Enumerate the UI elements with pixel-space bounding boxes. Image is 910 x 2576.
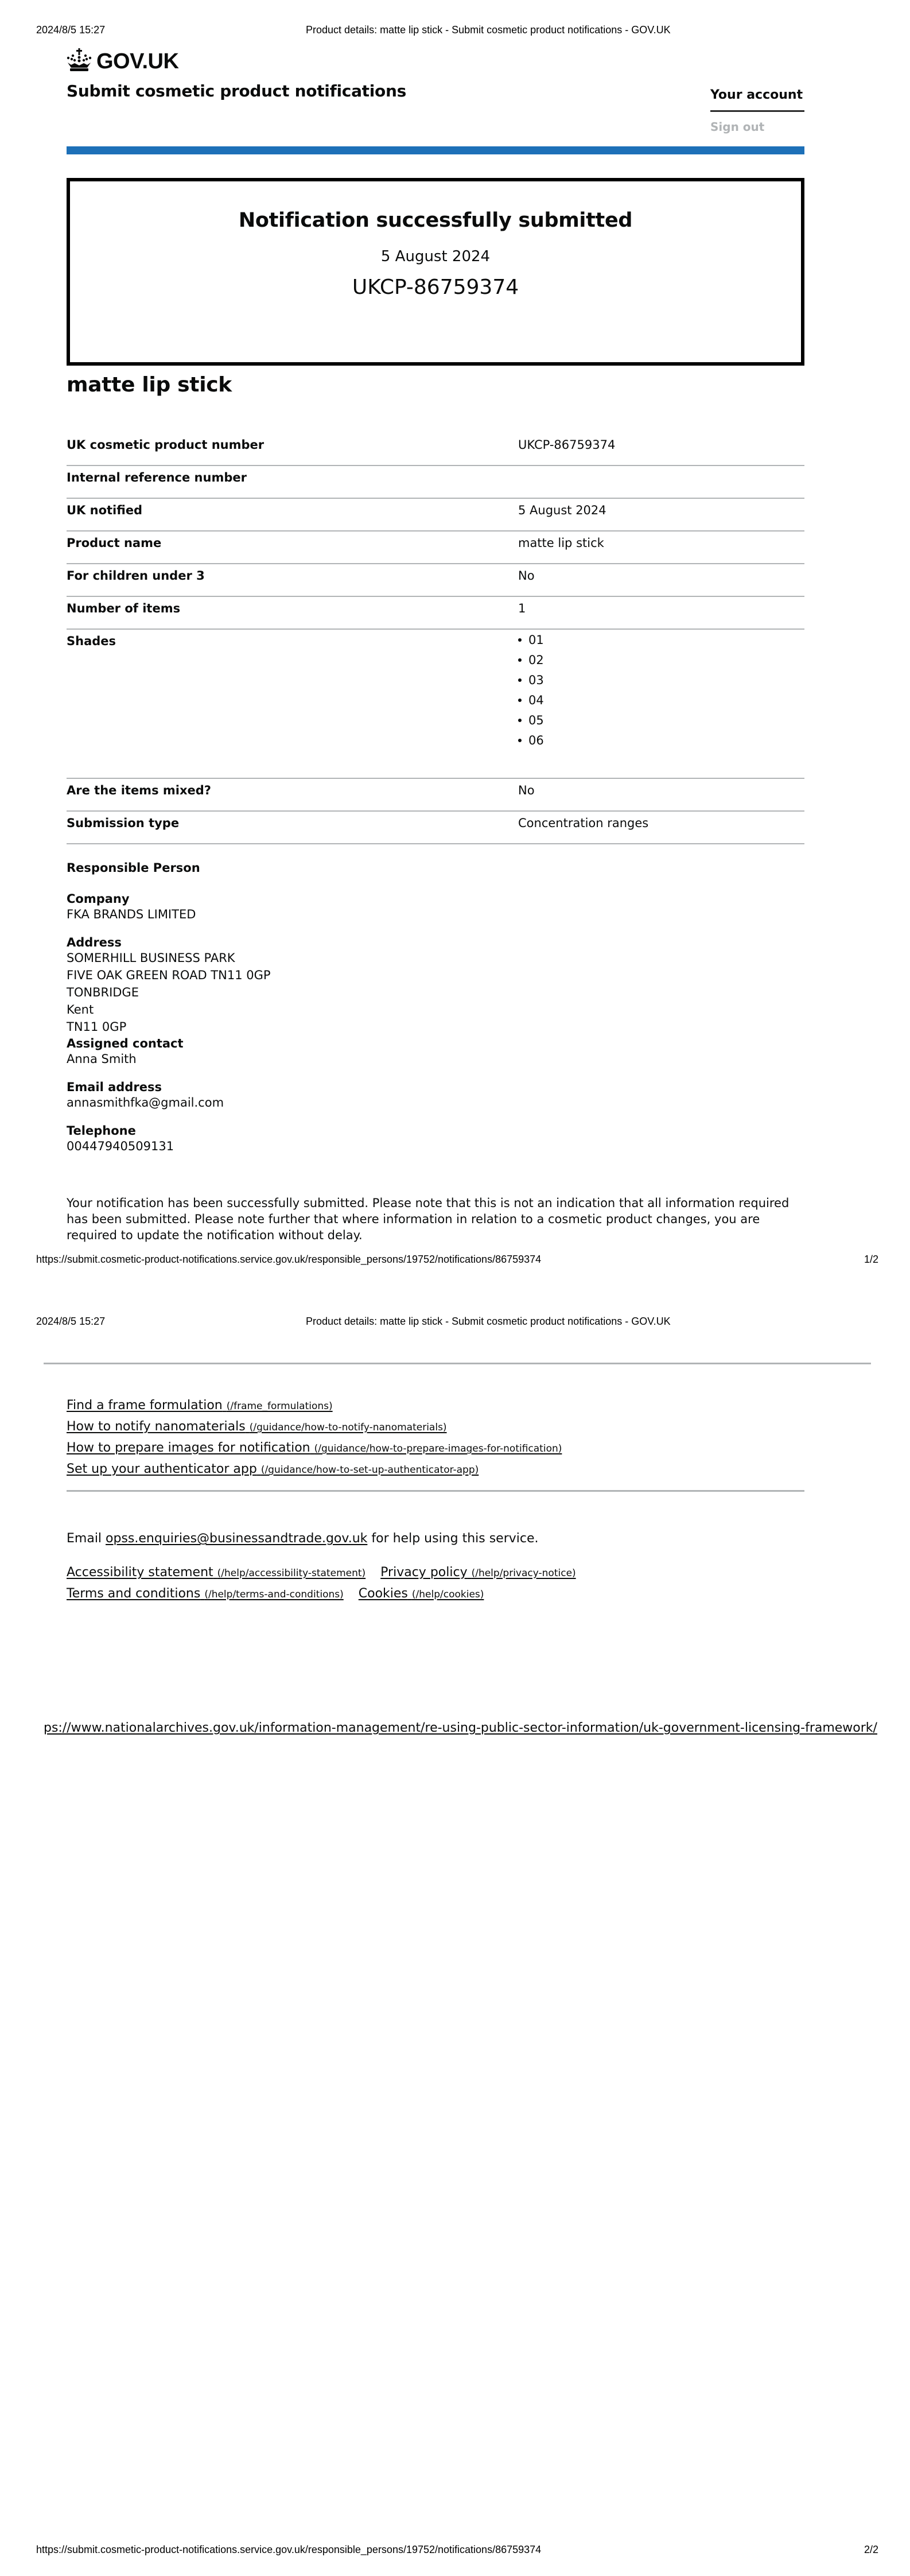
link-label: Set up your authenticator app [67, 1462, 257, 1476]
privacy-policy-link[interactable] [380, 1565, 575, 1580]
address-line: FIVE OAK GREEN ROAD TN11 0GP [67, 968, 271, 982]
panel-date: 5 August 2024 [380, 248, 491, 265]
shade-item: 06 [518, 730, 804, 750]
shade-item: 04 [518, 690, 804, 710]
header-blue-bar [67, 146, 804, 154]
address-line: Kent [67, 1003, 94, 1017]
prepare-images-guidance-link[interactable] [67, 1441, 562, 1455]
summary-key: UK cosmetic product number [67, 438, 265, 452]
address-line: TN11 0GP [67, 1020, 127, 1034]
summary-value: No [518, 783, 535, 797]
link-label: How to prepare images for notification [67, 1441, 310, 1455]
account-navigation [710, 88, 804, 134]
sign-out-link[interactable]: Sign out [710, 120, 765, 134]
summary-row-internal-reference [67, 466, 804, 499]
link-path: (/guidance/how-to-notify-nanomaterials) [249, 1422, 447, 1433]
print-footer-url: https://submit.cosmetic-product-notifications.service.gov.uk/responsible_persons/19752/notifications/86759374 [36, 1254, 542, 1265]
help-text [67, 1531, 539, 1546]
link-path: (/help/terms-and-conditions) [204, 1589, 344, 1600]
print-timestamp: 2024/8/5 15:27 [36, 1316, 106, 1327]
print-page-number: 2/2 [864, 2544, 879, 2555]
footer-links-divider [67, 1490, 804, 1492]
your-account-link[interactable]: Your account [710, 88, 804, 112]
address-line: TONBRIDGE [67, 986, 139, 999]
summary-key: Shades [67, 634, 116, 648]
terms-and-conditions-link[interactable] [67, 1586, 344, 1601]
help-email-link[interactable]: opss.enquiries@businessandtrade.gov.uk [106, 1531, 368, 1546]
nanomaterials-guidance-link[interactable] [67, 1419, 447, 1434]
assigned-contact-value: Anna Smith [67, 1052, 137, 1066]
summary-key: Product name [67, 536, 162, 550]
govuk-logo-link[interactable] [67, 48, 178, 75]
link-path: (/help/accessibility-statement) [217, 1568, 366, 1579]
summary-key: Are the items mixed? [67, 783, 211, 797]
print-footer-url: https://submit.cosmetic-product-notifications.service.gov.uk/responsible_persons/19752/notifications/86759374 [36, 2544, 542, 2555]
link-path: (/help/cookies) [411, 1589, 484, 1600]
crown-icon [67, 48, 92, 75]
shade-item: 02 [518, 650, 804, 670]
cookies-link[interactable] [359, 1586, 484, 1601]
summary-value: matte lip stick [518, 536, 604, 550]
summary-value: 1 [518, 602, 526, 615]
summary-row-children-under-3 [67, 564, 804, 597]
summary-row-items-mixed [67, 779, 804, 812]
summary-key: Internal reference number [67, 471, 247, 484]
company-label: Company [67, 892, 130, 906]
print-page-title: Product details: matte lip stick - Submit cosmetic product notifications - GOV.UK [306, 24, 671, 36]
print-page-number: 1/2 [864, 1254, 879, 1265]
responsible-person-heading: Responsible Person [67, 861, 200, 875]
govuk-logo-text: GOV.UK [96, 49, 179, 73]
print-page-title: Product details: matte lip stick - Submit cosmetic product notifications - GOV.UK [306, 1316, 671, 1327]
accessibility-statement-link[interactable] [67, 1565, 365, 1580]
page-title: matte lip stick [67, 373, 232, 397]
link-path: (/frame_formulations) [226, 1400, 333, 1412]
summary-row-uk-notified [67, 499, 804, 532]
link-label: How to notify nanomaterials [67, 1419, 246, 1434]
link-label: Find a frame formulation [67, 1398, 223, 1413]
summary-row-ukcp-number [67, 433, 804, 466]
summary-key: For children under 3 [67, 569, 205, 583]
shade-item: 01 [518, 630, 804, 650]
link-label: Privacy policy [380, 1565, 468, 1580]
link-label: Cookies [358, 1586, 408, 1601]
email-value: annasmithfka@gmail.com [67, 1096, 224, 1109]
address-label: Address [67, 936, 122, 949]
open-government-licence-link[interactable]: ps://www.nationalarchives.gov.uk/information-management/re-using-public-sector-information/uk-government-licensing-framework/ [44, 1721, 877, 1735]
help-prefix: Email [67, 1531, 102, 1546]
panel-reference: UKCP-86759374 [352, 276, 519, 299]
footer-meta-links [67, 1562, 576, 1605]
shade-item: 03 [518, 670, 804, 690]
assigned-contact-label: Assigned contact [67, 1037, 184, 1050]
summary-row-shades [67, 630, 804, 779]
summary-value [518, 471, 804, 498]
footer-top-divider [44, 1363, 871, 1364]
summary-row-product-name [67, 532, 804, 564]
service-name-link[interactable]: Submit cosmetic product notifications [67, 82, 406, 100]
guidance-links [67, 1395, 562, 1480]
panel-title: Notification successfully submitted [238, 209, 633, 232]
link-path: (/help/privacy-notice) [471, 1568, 576, 1579]
telephone-label: Telephone [67, 1124, 136, 1138]
product-summary-list [67, 433, 804, 844]
link-label: Terms and conditions [67, 1586, 201, 1601]
link-path: (/guidance/how-to-set-up-authenticator-app) [260, 1464, 479, 1476]
summary-key: Number of items [67, 602, 181, 615]
confirmation-panel [67, 178, 804, 366]
shades-list [518, 630, 804, 778]
summary-value: Concentration ranges [518, 816, 649, 830]
summary-row-number-of-items [67, 597, 804, 630]
company-value: FKA BRANDS LIMITED [67, 907, 196, 921]
summary-row-submission-type [67, 812, 804, 844]
print-timestamp: 2024/8/5 15:27 [36, 24, 106, 36]
authenticator-app-guidance-link[interactable] [67, 1462, 479, 1476]
responsible-person-section [67, 861, 804, 1155]
summary-key: Submission type [67, 816, 180, 830]
summary-value: No [518, 569, 535, 583]
shade-item: 05 [518, 710, 804, 730]
address-line: SOMERHILL BUSINESS PARK [67, 951, 235, 965]
email-label: Email address [67, 1080, 162, 1094]
summary-value: UKCP-86759374 [518, 438, 616, 452]
summary-value: 5 August 2024 [518, 503, 606, 517]
submission-notice: Your notification has been successfully submitted. Please note that this is not an indication that all information required has been submitted. Please note further that where information in relation to a cosmetic product changes, you are required to update the notification without delay. [67, 1196, 790, 1242]
help-suffix: for help using this service. [371, 1531, 539, 1546]
summary-key: UK notified [67, 503, 143, 517]
frame-formulation-link[interactable] [67, 1398, 333, 1413]
link-path: (/guidance/how-to-prepare-images-for-notification) [314, 1443, 562, 1454]
telephone-value: 00447940509131 [67, 1139, 174, 1153]
link-label: Accessibility statement [67, 1565, 213, 1580]
